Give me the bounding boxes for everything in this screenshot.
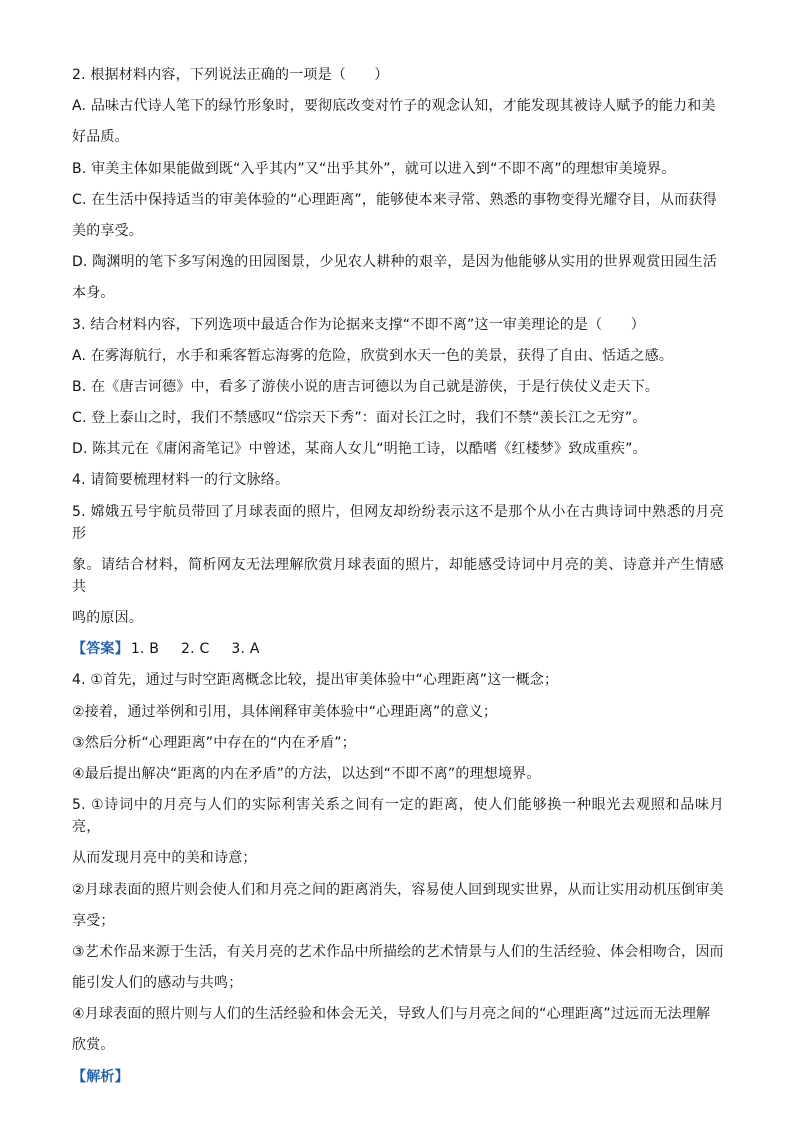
question-5	[72, 501, 724, 629]
question-2-option-b: B. 审美主体如果能做到既“入乎其内”又“出乎其外”，就可以进入到“不即不离”的理想审美境界。	[72, 160, 676, 177]
answer-4-line-1: 4. ①首先，通过与时空距离概念比较，提出审美体验中“心理距离”这一概念；	[72, 672, 559, 689]
answer-item: 3. A	[231, 641, 260, 658]
answer-row	[72, 638, 724, 660]
question-5-line-1: 5. 嫦娥五号宇航员带回了月球表面的照片，但网友却纷纷表示这不是那个从小在古典诗词中熟悉的月亮形	[72, 503, 724, 542]
question-4-stem: 4. 请简要梳理材料一的行文脉络。	[72, 472, 290, 489]
question-3-stem: 3. 结合材料内容，下列选项中最适合作为论据来支撑“不即不离”这一审美理论的是（ ）	[72, 316, 645, 333]
answer-5	[72, 794, 724, 1056]
answer-4	[72, 669, 724, 785]
question-2-option-c-line-2: 美的享受。	[72, 222, 143, 239]
question-3-option-a: A. 在雾海航行，水手和乘客暂忘海雾的危险，欣赏到水天一色的美景，获得了自由、恬适之感。	[72, 347, 674, 364]
answer-5-line-8: 欣赏。	[72, 1037, 115, 1054]
question-3-option-b: B. 在《唐吉诃德》中，看多了游侠小说的唐吉诃德以为自己就是游侠，于是行侠仗义走天下。	[72, 378, 660, 395]
question-4	[72, 469, 724, 491]
question-2-option-a-line-1: A. 品味古代诗人笔下的绿竹形象时，要彻底改变对竹子的观念认知，才能发现其被诗人赋予的能力和美	[72, 98, 716, 115]
answer-5-line-4: 享受；	[72, 912, 115, 929]
question-2-option-a-line-2: 好品质。	[72, 129, 129, 146]
question-3-option-c: C. 登上泰山之时，我们不禁感叹“岱宗天下秀”：面对长江之时，我们不禁“羡长江之无穷”。	[72, 410, 647, 427]
document-page	[72, 64, 724, 1097]
question-2-stem: 2. 根据材料内容，下列说法正确的一项是（ ）	[72, 67, 389, 83]
answer-5-line-7: ④月球表面的照片则与人们的生活经验和体会无关，导致人们与月亮之间的“心理距离”过远而无法理解	[72, 1006, 711, 1023]
answer-5-line-3: ②月球表面的照片则会使人们和月亮之间的距离消失，容易使人回到现实世界，从而让实用动机压倒审美	[72, 881, 724, 898]
question-2-option-c-line-1: C. 在生活中保持适当的审美体验的“心理距离”，能够使本来寻常、熟悉的事物变得光耀夺目，从而获得	[72, 191, 717, 208]
answer-label: 【答案】	[72, 641, 129, 658]
answer-item: 2. C	[181, 641, 210, 658]
answer-4-line-4: ④最后提出解决“距离的内在矛盾”的方法，以达到“不即不离”的理想境界。	[72, 765, 541, 782]
question-2-option-d-line-1: D. 陶渊明的笔下多写闲逸的田园图景，少见农人耕种的艰辛，是因为他能够从实用的世界观赏田园生活	[72, 254, 718, 271]
answer-4-line-3: ③然后分析“心理距离”中存在的“内在矛盾”；	[72, 734, 356, 751]
question-3	[72, 314, 724, 461]
question-5-line-3: 鸣的原因。	[72, 610, 143, 626]
answer-5-line-1: 5. ①诗词中的月亮与人们的实际利害关系之间有一定的距离，使人们能够换一种眼光去观照和品味月亮，	[72, 797, 724, 836]
answer-5-line-6: 能引发人们的感动与共鸣；	[72, 975, 243, 992]
answer-item: 1. B	[130, 641, 160, 658]
answer-5-line-2: 从而发现月亮中的美和诗意；	[72, 850, 257, 867]
answer-4-line-2: ②接着，通过举例和引用，具体阐释审美体验中“心理距离”的意义；	[72, 703, 498, 720]
analysis-label: 【解析】	[72, 1068, 129, 1085]
question-2-option-d-line-2: 本身。	[72, 285, 115, 302]
analysis-row	[72, 1066, 724, 1088]
question-5-line-2: 象。请结合材料，简析网友无法理解欣赏月球表面的照片，却能感受诗词中月亮的美、诗意并产生情感共	[72, 556, 724, 595]
question-3-option-d: D. 陈其元在《庸闲斋笔记》中曾述，某商人女儿“明艳工诗，以酷嗜《红楼梦》致成重疾”。	[72, 441, 647, 458]
question-2	[72, 64, 724, 304]
answer-5-line-5: ③艺术作品来源于生活，有关月亮的艺术作品中所描绘的艺术情景与人们的生活经验、体会相吻合，因而	[72, 943, 724, 960]
